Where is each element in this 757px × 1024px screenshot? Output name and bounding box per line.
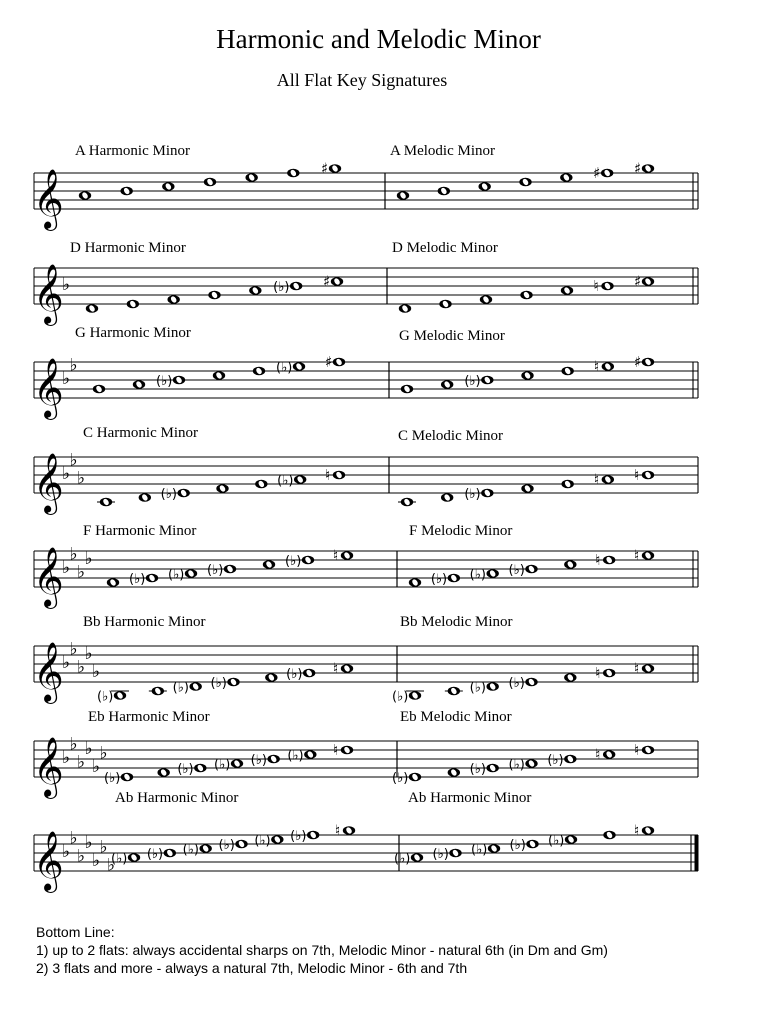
natural-icon: ♮ bbox=[634, 741, 640, 759]
flat-icon: (♭) bbox=[432, 847, 449, 862]
scale-label-left: Eb Harmonic Minor bbox=[88, 709, 210, 725]
whole-note bbox=[481, 489, 493, 498]
whole-note bbox=[521, 371, 533, 380]
key-signature-flat-icon: ♭ bbox=[62, 464, 71, 484]
whole-note bbox=[253, 367, 265, 376]
scale-label-left: C Harmonic Minor bbox=[83, 425, 198, 441]
whole-note bbox=[441, 493, 453, 502]
whole-note bbox=[521, 484, 533, 493]
whole-note bbox=[565, 835, 577, 844]
flat-icon: (♭) bbox=[287, 748, 304, 764]
whole-note bbox=[642, 826, 654, 835]
whole-note bbox=[601, 169, 613, 178]
key-signature-flat-icon: ♭ bbox=[92, 662, 101, 682]
flat-icon: (♭) bbox=[218, 838, 235, 853]
whole-note bbox=[152, 687, 164, 696]
natural-icon: ♮ bbox=[333, 659, 339, 678]
key-signature-flat-icon: ♭ bbox=[77, 657, 86, 678]
treble-clef-icon: 𝄞 bbox=[33, 264, 64, 324]
whole-note bbox=[560, 173, 572, 182]
notes-line-2: 2) 3 flats and more - always a natural 7th, Melodic Minor - 6th and 7th bbox=[36, 960, 468, 976]
whole-note bbox=[525, 565, 537, 574]
whole-note bbox=[439, 300, 451, 309]
key-signature-flat-icon: ♭ bbox=[62, 369, 71, 389]
key-signature-flat-icon: ♭ bbox=[69, 734, 78, 755]
natural-icon: ♮ bbox=[634, 466, 640, 484]
whole-note bbox=[642, 664, 654, 673]
sharp-icon: ♯ bbox=[321, 159, 329, 178]
treble-clef-icon: 𝄞 bbox=[33, 737, 64, 797]
scale-label-left: G Harmonic Minor bbox=[75, 325, 191, 341]
whole-note bbox=[121, 773, 133, 782]
flat-icon: (♭) bbox=[464, 374, 481, 389]
whole-note bbox=[331, 277, 343, 286]
key-signature-flat-icon: ♭ bbox=[107, 855, 116, 876]
whole-note bbox=[520, 291, 532, 300]
whole-note bbox=[441, 380, 453, 389]
whole-note bbox=[564, 560, 576, 569]
natural-icon: ♮ bbox=[595, 551, 601, 569]
whole-note bbox=[411, 853, 423, 862]
whole-note bbox=[603, 831, 615, 840]
whole-note bbox=[329, 164, 341, 173]
flat-icon: (♭) bbox=[277, 473, 294, 489]
flat-icon: (♭) bbox=[273, 280, 290, 295]
whole-note bbox=[480, 295, 492, 304]
scale-label-right: F Melodic Minor bbox=[409, 523, 513, 539]
scale-label-right: Bb Melodic Minor bbox=[400, 614, 513, 630]
whole-note bbox=[199, 844, 211, 853]
whole-note bbox=[525, 759, 537, 768]
whole-note bbox=[231, 759, 243, 768]
flat-icon: (♭) bbox=[392, 689, 409, 705]
whole-note bbox=[307, 831, 319, 840]
natural-icon: ♮ bbox=[593, 277, 599, 295]
flat-icon: (♭) bbox=[471, 842, 488, 858]
flat-icon: (♭) bbox=[177, 762, 194, 777]
key-signature-flat-icon: ♭ bbox=[69, 544, 78, 565]
whole-note bbox=[526, 840, 538, 849]
whole-note bbox=[177, 489, 189, 498]
natural-icon: ♮ bbox=[325, 466, 331, 484]
flat-icon: (♭) bbox=[430, 572, 448, 587]
scale-label-left: D Harmonic Minor bbox=[70, 240, 186, 256]
flat-icon: (♭) bbox=[104, 771, 121, 786]
whole-note bbox=[263, 560, 275, 569]
whole-note bbox=[401, 498, 413, 507]
flat-icon: (♭) bbox=[250, 753, 267, 768]
flat-icon: (♭) bbox=[182, 842, 199, 858]
bottom-notes bbox=[36, 923, 608, 977]
key-signature-flat-icon: ♭ bbox=[62, 842, 71, 862]
whole-note bbox=[564, 755, 576, 764]
flat-icon: (♭) bbox=[146, 847, 164, 862]
whole-note bbox=[478, 182, 490, 191]
whole-note bbox=[173, 376, 185, 385]
whole-note bbox=[139, 493, 151, 502]
key-signature-flat-icon: ♭ bbox=[69, 639, 78, 660]
whole-note bbox=[341, 551, 353, 560]
key-signature-flat-icon: ♭ bbox=[69, 355, 78, 376]
sharp-icon: ♯ bbox=[323, 272, 331, 291]
whole-note bbox=[561, 286, 573, 295]
treble-clef-icon: 𝄞 bbox=[33, 831, 64, 891]
key-signature-flat-icon: ♭ bbox=[69, 450, 78, 471]
whole-note bbox=[409, 578, 421, 587]
key-signature-flat-icon: ♭ bbox=[77, 562, 86, 583]
whole-note bbox=[304, 750, 316, 759]
key-signature-flat-icon: ♭ bbox=[84, 549, 93, 569]
flat-icon: (♭) bbox=[469, 680, 486, 696]
whole-note bbox=[602, 475, 614, 484]
whole-note bbox=[642, 277, 654, 286]
whole-note bbox=[271, 835, 283, 844]
sharp-icon: ♯ bbox=[325, 353, 333, 371]
whole-note bbox=[642, 746, 654, 755]
key-signature-flat-icon: ♭ bbox=[99, 837, 108, 858]
flat-icon: (♭) bbox=[508, 757, 525, 773]
key-signature-flat-icon: ♭ bbox=[92, 757, 101, 777]
page-subtitle: All Flat Key Signatures bbox=[276, 70, 448, 90]
whole-note bbox=[293, 362, 305, 371]
natural-icon: ♮ bbox=[634, 659, 640, 678]
scale-label-right: A Melodic Minor bbox=[390, 143, 495, 159]
whole-note bbox=[399, 304, 411, 313]
key-signature-flat-icon: ♭ bbox=[77, 752, 86, 773]
whole-note bbox=[603, 556, 615, 565]
natural-icon: ♮ bbox=[333, 546, 339, 565]
whole-note bbox=[245, 173, 257, 182]
whole-note bbox=[603, 669, 615, 678]
flat-icon: (♭) bbox=[508, 676, 525, 691]
whole-note bbox=[120, 187, 132, 196]
flat-icon: (♭) bbox=[207, 563, 224, 578]
whole-note bbox=[333, 471, 345, 480]
whole-note bbox=[525, 678, 537, 687]
natural-icon: ♮ bbox=[593, 357, 600, 376]
whole-note bbox=[216, 484, 228, 493]
whole-note bbox=[488, 844, 500, 853]
flat-icon: (♭) bbox=[276, 360, 293, 376]
scale-label-left: Ab Harmonic Minor bbox=[115, 790, 239, 806]
whole-note bbox=[603, 750, 615, 759]
natural-icon: ♮ bbox=[595, 664, 601, 682]
key-signature-flat-icon: ♭ bbox=[77, 468, 86, 489]
whole-note bbox=[486, 764, 498, 773]
flat-icon: (♭) bbox=[210, 676, 227, 691]
scale-label-right: G Melodic Minor bbox=[399, 328, 505, 344]
whole-note bbox=[290, 282, 302, 291]
flat-icon: (♭) bbox=[286, 667, 303, 682]
whole-note bbox=[642, 358, 654, 367]
whole-note bbox=[438, 187, 450, 196]
sharp-icon: ♯ bbox=[634, 272, 642, 291]
whole-note bbox=[561, 480, 573, 489]
flat-icon: (♭) bbox=[285, 554, 302, 569]
whole-note bbox=[409, 773, 421, 782]
scale-label-left: Bb Harmonic Minor bbox=[83, 614, 206, 630]
whole-note bbox=[157, 768, 169, 777]
key-signature-flat-icon: ♭ bbox=[62, 748, 71, 768]
flat-icon: (♭) bbox=[547, 753, 564, 768]
flat-icon: (♭) bbox=[160, 487, 177, 502]
key-signature-flat-icon: ♭ bbox=[62, 558, 71, 578]
treble-clef-icon: 𝄞 bbox=[33, 358, 64, 418]
whole-note bbox=[602, 362, 614, 371]
whole-note bbox=[486, 569, 498, 578]
flat-icon: (♭) bbox=[508, 563, 525, 578]
whole-note bbox=[642, 551, 654, 560]
whole-note bbox=[189, 682, 201, 691]
key-signature-flat-icon: ♭ bbox=[62, 275, 71, 295]
flat-icon: (♭) bbox=[97, 689, 114, 705]
natural-icon: ♮ bbox=[333, 741, 339, 759]
flat-icon: (♭) bbox=[214, 757, 231, 773]
scale-label-right: C Melodic Minor bbox=[398, 428, 503, 444]
natural-icon: ♮ bbox=[634, 546, 640, 565]
whole-note bbox=[448, 574, 460, 583]
flat-icon: (♭) bbox=[290, 829, 307, 844]
whole-note bbox=[107, 578, 119, 587]
treble-clef-icon: 𝄞 bbox=[33, 453, 64, 513]
key-signature-flat-icon: ♭ bbox=[99, 743, 108, 764]
scale-label-left: A Harmonic Minor bbox=[75, 143, 190, 159]
flat-icon: (♭) bbox=[464, 487, 481, 502]
whole-note bbox=[146, 574, 158, 583]
whole-note bbox=[208, 291, 220, 300]
whole-note bbox=[343, 826, 355, 835]
whole-note bbox=[114, 691, 126, 700]
whole-note bbox=[449, 849, 461, 858]
whole-note bbox=[213, 371, 225, 380]
whole-note bbox=[486, 682, 498, 691]
page-title: Harmonic and Melodic Minor bbox=[216, 24, 541, 54]
whole-note bbox=[294, 475, 306, 484]
whole-note bbox=[564, 673, 576, 682]
whole-note bbox=[341, 664, 353, 673]
whole-note bbox=[227, 678, 239, 687]
whole-note bbox=[100, 498, 112, 507]
notes-heading: Bottom Line: bbox=[36, 924, 115, 940]
whole-note bbox=[93, 385, 105, 394]
whole-note bbox=[303, 669, 315, 678]
whole-note bbox=[448, 687, 460, 696]
flat-icon: (♭) bbox=[254, 833, 271, 849]
whole-note bbox=[302, 556, 314, 565]
whole-note bbox=[162, 182, 174, 191]
whole-note bbox=[79, 191, 91, 200]
whole-note bbox=[341, 746, 353, 755]
natural-icon: ♮ bbox=[634, 821, 640, 840]
whole-note bbox=[194, 764, 206, 773]
key-signature-flat-icon: ♭ bbox=[92, 851, 101, 871]
whole-note bbox=[235, 840, 247, 849]
scale-label-right: D Melodic Minor bbox=[392, 240, 498, 256]
whole-note bbox=[133, 380, 145, 389]
flat-icon: (♭) bbox=[509, 838, 526, 853]
notes-line-1: 1) up to 2 flats: always accidental sharps on 7th, Melodic Minor - natural 6th (in Dm and Gm) bbox=[36, 942, 608, 958]
whole-note bbox=[287, 169, 299, 178]
whole-note bbox=[224, 565, 236, 574]
whole-note bbox=[164, 849, 176, 858]
whole-note bbox=[401, 385, 413, 394]
treble-clef-icon: 𝄞 bbox=[33, 642, 64, 702]
key-signature-flat-icon: ♭ bbox=[62, 653, 71, 673]
flat-icon: (♭) bbox=[548, 833, 565, 849]
sharp-icon: ♯ bbox=[634, 159, 642, 178]
treble-clef-icon: 𝄞 bbox=[33, 547, 64, 607]
flat-icon: (♭) bbox=[168, 567, 185, 583]
whole-note bbox=[249, 286, 261, 295]
flat-icon: (♭) bbox=[111, 851, 128, 867]
whole-note bbox=[127, 300, 139, 309]
scale-label-right: Ab Harmonic Minor bbox=[408, 790, 532, 806]
natural-icon: ♮ bbox=[595, 745, 601, 764]
flat-icon: (♭) bbox=[469, 762, 486, 777]
whole-note bbox=[255, 480, 267, 489]
whole-note bbox=[561, 367, 573, 376]
final-barline-thick bbox=[695, 835, 699, 871]
whole-note bbox=[267, 755, 279, 764]
whole-note bbox=[128, 853, 140, 862]
key-signature-flat-icon: ♭ bbox=[84, 644, 93, 664]
treble-clef-icon: 𝄞 bbox=[33, 169, 64, 229]
sharp-icon: ♯ bbox=[593, 164, 601, 182]
whole-note bbox=[333, 358, 345, 367]
whole-note bbox=[86, 304, 98, 313]
natural-icon: ♮ bbox=[593, 470, 600, 489]
whole-note bbox=[167, 295, 179, 304]
flat-icon: (♭) bbox=[394, 851, 411, 867]
whole-note bbox=[204, 178, 216, 187]
sharp-icon: ♯ bbox=[634, 353, 642, 371]
flat-icon: (♭) bbox=[469, 567, 486, 583]
flat-icon: (♭) bbox=[172, 680, 189, 696]
key-signature-flat-icon: ♭ bbox=[69, 828, 78, 849]
natural-icon: ♮ bbox=[335, 821, 341, 840]
flat-icon: (♭) bbox=[392, 771, 409, 786]
whole-note bbox=[642, 164, 654, 173]
whole-note bbox=[642, 471, 654, 480]
key-signature-flat-icon: ♭ bbox=[84, 739, 93, 759]
whole-note bbox=[409, 691, 421, 700]
whole-note bbox=[185, 569, 197, 578]
scale-label-left: F Harmonic Minor bbox=[83, 523, 197, 539]
whole-note bbox=[519, 178, 531, 187]
flat-icon: (♭) bbox=[129, 572, 146, 587]
whole-note bbox=[448, 768, 460, 777]
whole-note bbox=[481, 376, 493, 385]
whole-note bbox=[397, 191, 409, 200]
key-signature-flat-icon: ♭ bbox=[77, 846, 86, 867]
flat-icon: (♭) bbox=[156, 374, 173, 389]
whole-note bbox=[601, 282, 613, 291]
scale-label-right: Eb Melodic Minor bbox=[400, 709, 512, 725]
key-signature-flat-icon: ♭ bbox=[84, 833, 93, 853]
whole-note bbox=[265, 673, 277, 682]
